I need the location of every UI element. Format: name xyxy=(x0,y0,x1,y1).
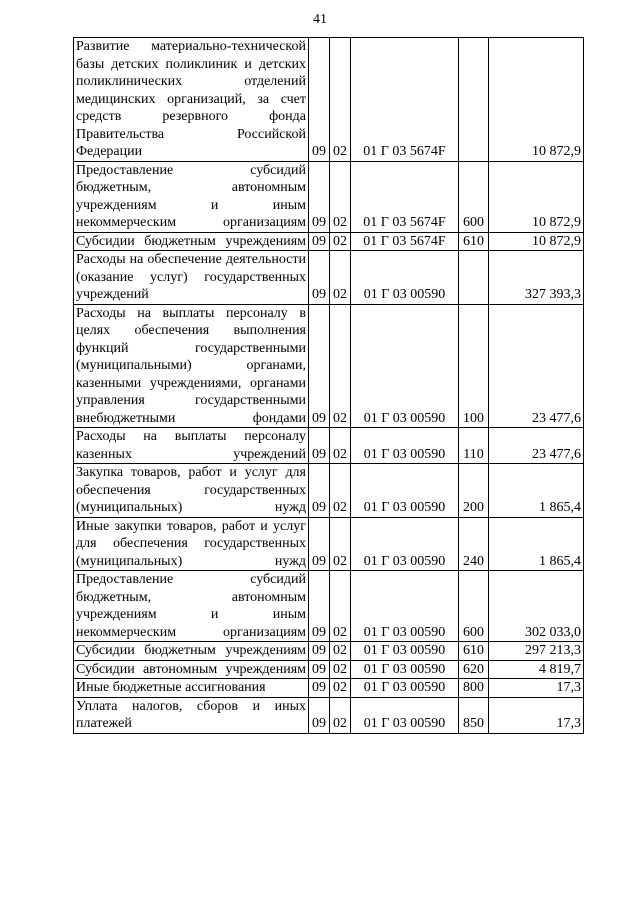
row-target-article: 01 Г 03 00590 xyxy=(351,679,459,698)
row-name: Иные бюджетные ассигнования xyxy=(74,679,309,698)
row-name: Развитие материально-технической базы детских поликлиник и детских поликлинических отделений медицинских организаций, за счет средств резервного фонда Правительства Российской Федерации xyxy=(74,38,309,162)
table-row xyxy=(74,251,584,305)
row-expense-type xyxy=(459,251,489,305)
table-row xyxy=(74,38,584,162)
row-expense-type: 610 xyxy=(459,642,489,661)
row-target-article: 01 Г 03 00590 xyxy=(351,697,459,733)
row-target-article: 01 Г 03 5674F xyxy=(351,38,459,162)
row-name: Расходы на выплаты персоналу казенных учреждений xyxy=(74,428,309,464)
row-name: Предоставление субсидий бюджетным, автономным учреждениям и иным некоммерческим организациям xyxy=(74,571,309,642)
row-name: Субсидии бюджетным учреждениям xyxy=(74,232,309,251)
row-expense-type: 800 xyxy=(459,679,489,698)
row-expense-type: 600 xyxy=(459,571,489,642)
row-sum: 10 872,9 xyxy=(489,232,584,251)
row-expense-type: 850 xyxy=(459,697,489,733)
row-target-article: 01 Г 03 00590 xyxy=(351,464,459,518)
row-expense-type: 240 xyxy=(459,517,489,571)
row-subsection: 02 xyxy=(330,161,351,232)
row-subsection: 02 xyxy=(330,232,351,251)
row-target-article: 01 Г 03 00590 xyxy=(351,251,459,305)
row-sum: 1 865,4 xyxy=(489,464,584,518)
row-name: Субсидии автономным учреждениям xyxy=(74,660,309,679)
row-section: 09 xyxy=(309,428,330,464)
row-section: 09 xyxy=(309,660,330,679)
row-subsection: 02 xyxy=(330,571,351,642)
row-name: Расходы на выплаты персоналу в целях обеспечения выполнения функций государственными (муниципальными) органами, казенными учреждениями, органами управления государственными внебюджетными фондами xyxy=(74,304,309,428)
row-target-article: 01 Г 03 00590 xyxy=(351,660,459,679)
row-subsection: 02 xyxy=(330,38,351,162)
row-sum: 1 865,4 xyxy=(489,517,584,571)
row-expense-type xyxy=(459,38,489,162)
row-sum: 297 213,3 xyxy=(489,642,584,661)
table-row xyxy=(74,697,584,733)
row-section: 09 xyxy=(309,517,330,571)
row-name: Расходы на обеспечение деятельности (оказание услуг) государственных учреждений xyxy=(74,251,309,305)
table-row xyxy=(74,679,584,698)
table-row xyxy=(74,232,584,251)
row-subsection: 02 xyxy=(330,697,351,733)
row-section: 09 xyxy=(309,571,330,642)
budget-table xyxy=(73,37,584,734)
row-expense-type: 200 xyxy=(459,464,489,518)
row-target-article: 01 Г 03 00590 xyxy=(351,428,459,464)
row-name: Предоставление субсидий бюджетным, автономным учреждениям и иным некоммерческим организациям xyxy=(74,161,309,232)
budget-table-body xyxy=(74,38,584,734)
row-subsection: 02 xyxy=(330,251,351,305)
table-row xyxy=(74,464,584,518)
row-section: 09 xyxy=(309,697,330,733)
row-sum: 302 033,0 xyxy=(489,571,584,642)
row-section: 09 xyxy=(309,232,330,251)
row-sum: 10 872,9 xyxy=(489,38,584,162)
row-target-article: 01 Г 03 00590 xyxy=(351,304,459,428)
row-sum: 327 393,3 xyxy=(489,251,584,305)
row-subsection: 02 xyxy=(330,517,351,571)
row-name: Уплата налогов, сборов и иных платежей xyxy=(74,697,309,733)
table-row xyxy=(74,571,584,642)
table-row xyxy=(74,304,584,428)
row-subsection: 02 xyxy=(330,428,351,464)
page-number: 41 xyxy=(313,12,327,27)
row-target-article: 01 Г 03 00590 xyxy=(351,642,459,661)
row-subsection: 02 xyxy=(330,679,351,698)
row-expense-type: 100 xyxy=(459,304,489,428)
row-name: Субсидии бюджетным учреждениям xyxy=(74,642,309,661)
row-sum: 10 872,9 xyxy=(489,161,584,232)
row-target-article: 01 Г 03 5674F xyxy=(351,161,459,232)
row-sum: 17,3 xyxy=(489,697,584,733)
table-row xyxy=(74,517,584,571)
row-name: Закупка товаров, работ и услуг для обеспечения государственных (муниципальных) нужд xyxy=(74,464,309,518)
row-section: 09 xyxy=(309,464,330,518)
row-expense-type: 110 xyxy=(459,428,489,464)
row-sum: 23 477,6 xyxy=(489,304,584,428)
row-target-article: 01 Г 03 00590 xyxy=(351,571,459,642)
row-subsection: 02 xyxy=(330,642,351,661)
table-row xyxy=(74,660,584,679)
row-subsection: 02 xyxy=(330,464,351,518)
row-section: 09 xyxy=(309,38,330,162)
table-row xyxy=(74,428,584,464)
row-section: 09 xyxy=(309,161,330,232)
row-name: Иные закупки товаров, работ и услуг для обеспечения государственных (муниципальных) нужд xyxy=(74,517,309,571)
row-target-article: 01 Г 03 5674F xyxy=(351,232,459,251)
table-row xyxy=(74,642,584,661)
row-section: 09 xyxy=(309,304,330,428)
row-section: 09 xyxy=(309,251,330,305)
row-expense-type: 620 xyxy=(459,660,489,679)
row-expense-type: 610 xyxy=(459,232,489,251)
row-subsection: 02 xyxy=(330,304,351,428)
row-expense-type: 600 xyxy=(459,161,489,232)
row-target-article: 01 Г 03 00590 xyxy=(351,517,459,571)
row-subsection: 02 xyxy=(330,660,351,679)
row-sum: 23 477,6 xyxy=(489,428,584,464)
row-section: 09 xyxy=(309,642,330,661)
row-sum: 17,3 xyxy=(489,679,584,698)
row-section: 09 xyxy=(309,679,330,698)
row-sum: 4 819,7 xyxy=(489,660,584,679)
table-row xyxy=(74,161,584,232)
